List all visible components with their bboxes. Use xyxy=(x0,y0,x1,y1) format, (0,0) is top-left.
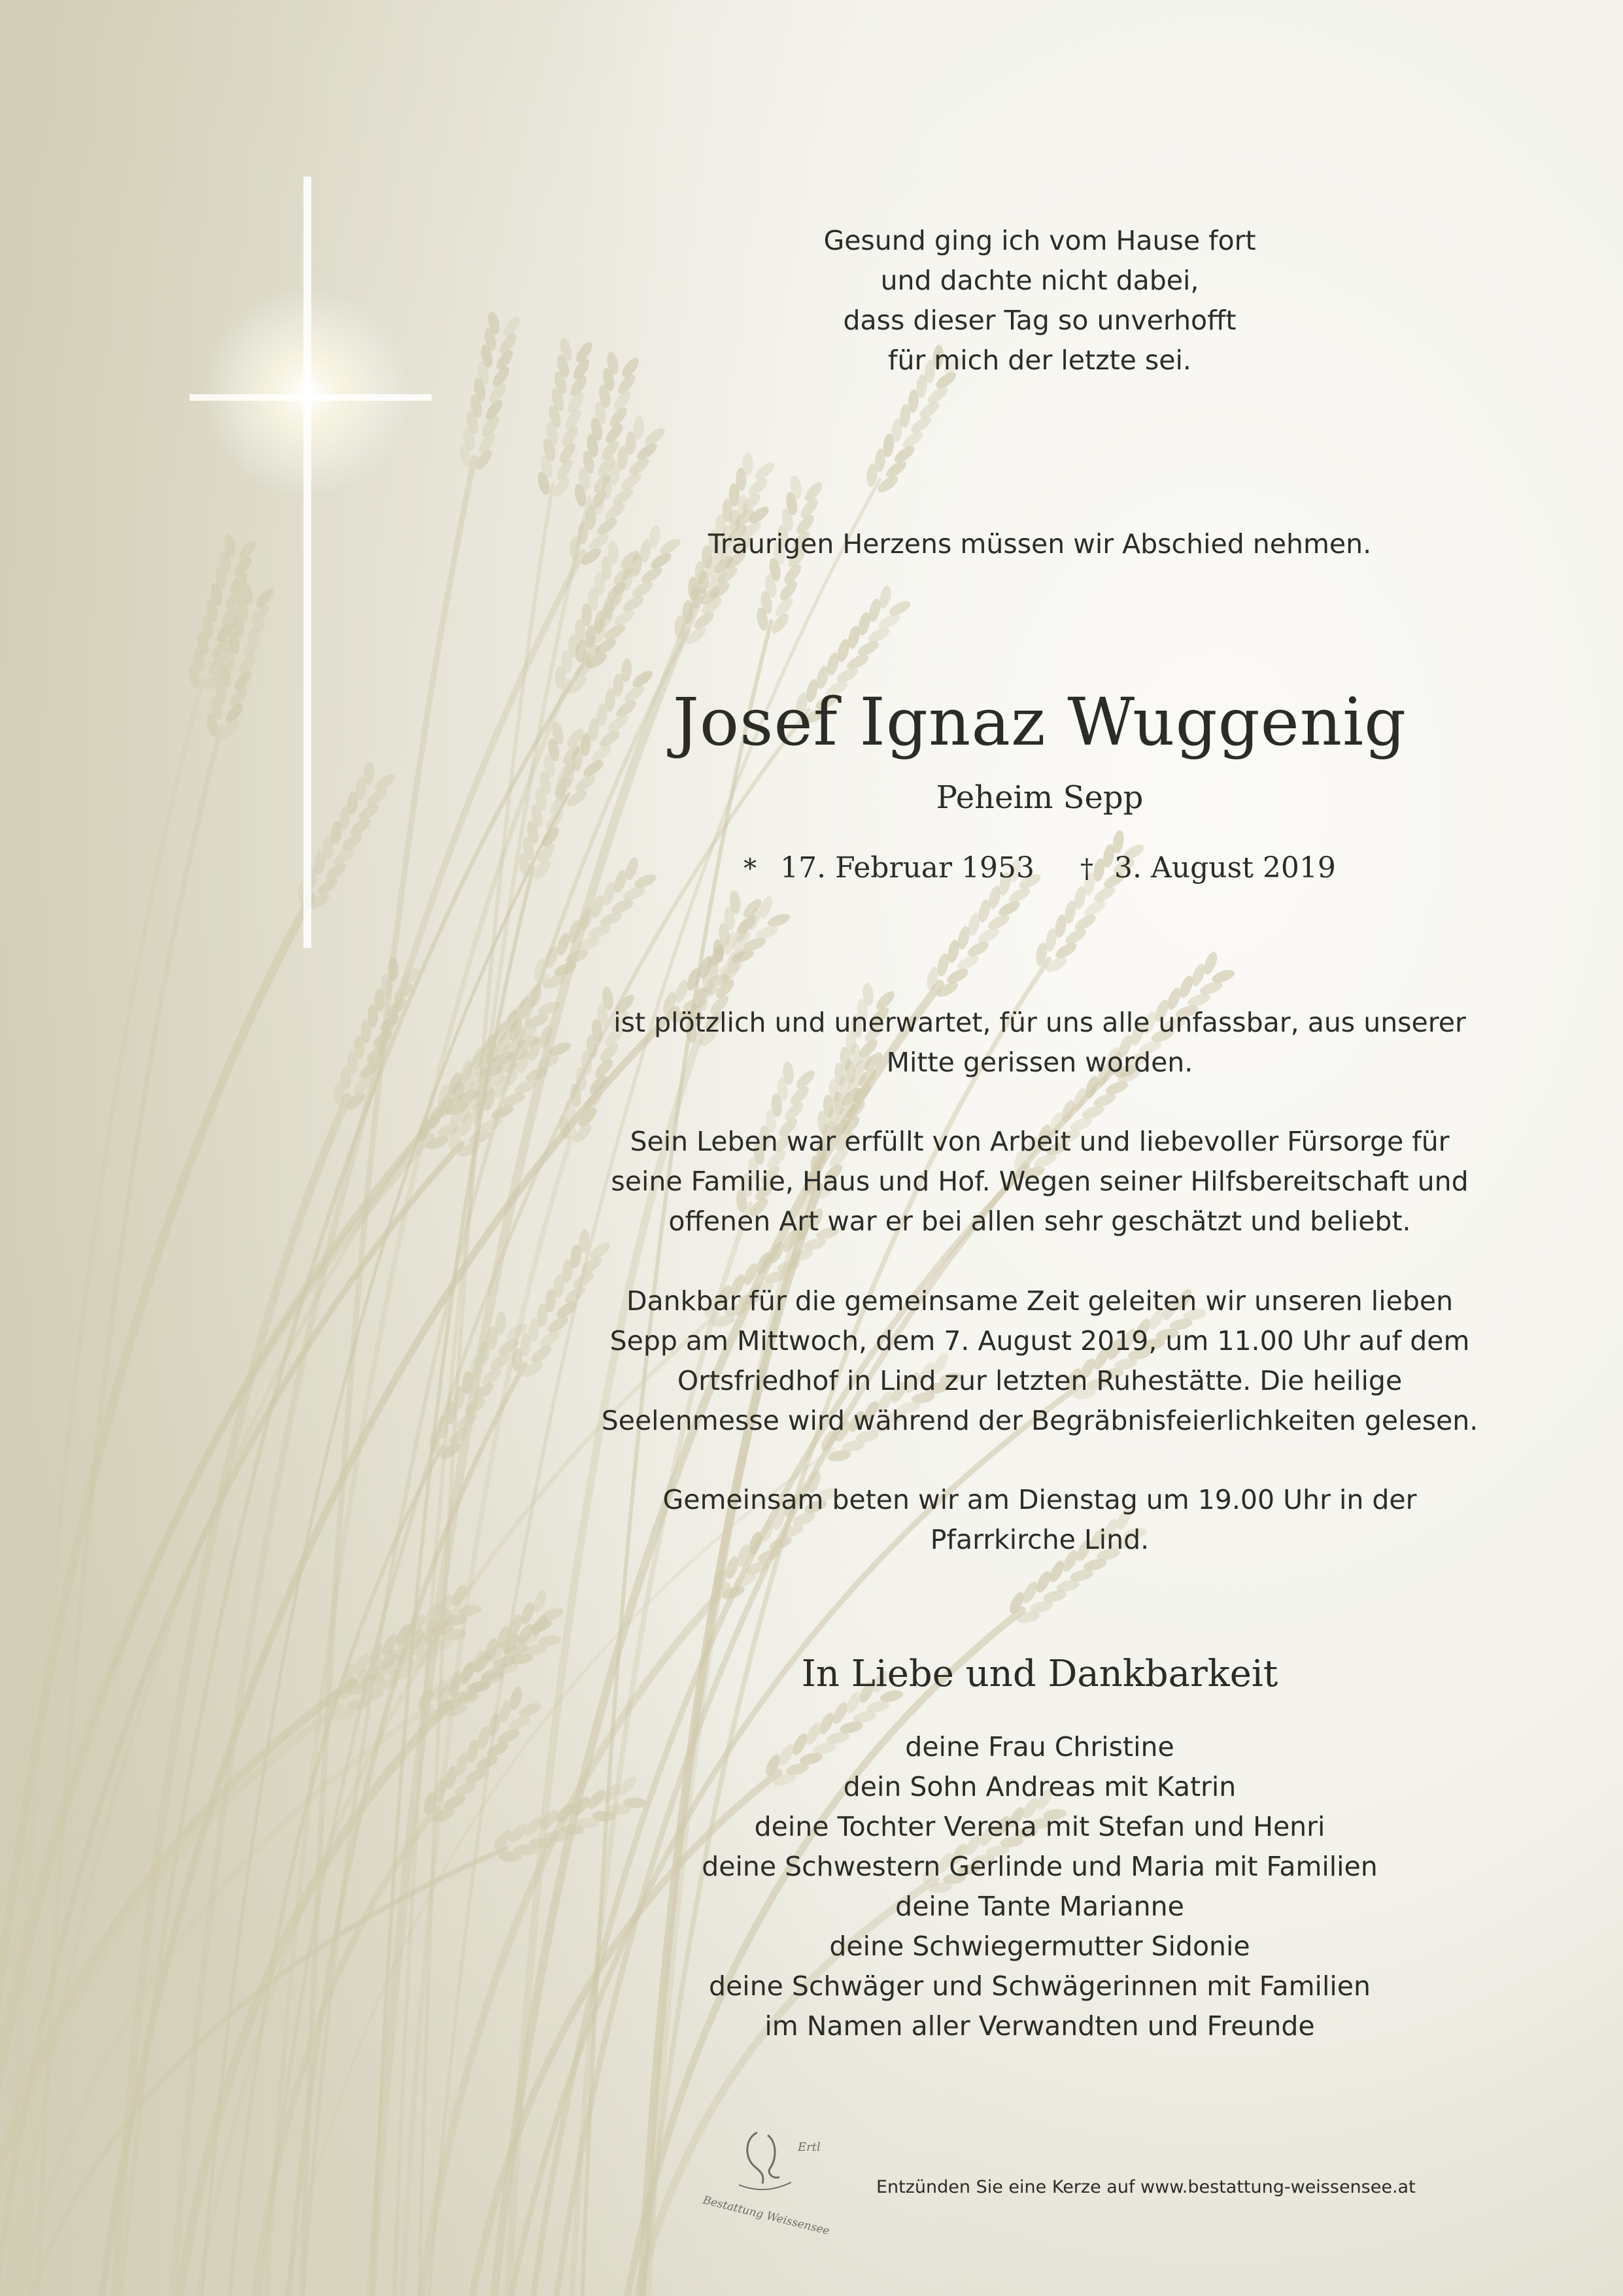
paragraph-announcement xyxy=(575,1003,1504,1083)
footer xyxy=(700,2125,1416,2238)
logo-brand: Bestattung Weissensee xyxy=(701,2193,831,2238)
mourner-line: dein Sohn Andreas mit Katrin xyxy=(843,1771,1237,1802)
funeral-home-logo xyxy=(700,2125,831,2238)
text-line: Mitte gerissen worden. xyxy=(886,1047,1193,1078)
mourner-line: deine Schwestern Gerlinde und Maria mit Familien xyxy=(702,1851,1378,1882)
poem-line: und dachte nicht dabei, xyxy=(880,265,1199,296)
birth-date: 17. Februar 1953 xyxy=(780,851,1035,885)
mourners-list xyxy=(575,1727,1504,2046)
text-line: ist plötzlich und unerwartet, für uns alle unfassbar, aus unserer xyxy=(613,1007,1466,1038)
text-line: Pfarrkirche Lind. xyxy=(930,1524,1150,1555)
poem xyxy=(575,221,1504,380)
candle-link-text: Entzünden Sie eine Kerze auf www.bestattung-weissensee.at xyxy=(876,2177,1416,2197)
mourner-line: im Namen aller Verwandten und Freunde xyxy=(764,2010,1315,2042)
text-line: Sepp am Mittwoch, dem 7. August 2019, um 11.00 Uhr auf dem xyxy=(609,1325,1470,1357)
mourner-line: deine Tochter Verena mit Stefan und Henri xyxy=(754,1811,1325,1842)
text-line: offenen Art war er bei allen sehr geschätzt und beliebt. xyxy=(668,1206,1411,1237)
text-line: Sein Leben war erfüllt von Arbeit und liebevoller Fürsorge für xyxy=(630,1126,1450,1157)
mourner-line: deine Frau Christine xyxy=(905,1731,1174,1763)
deceased-nickname: Peheim Sepp xyxy=(936,779,1144,816)
mourner-line: deine Tante Marianne xyxy=(895,1891,1184,1922)
paragraph-funeral xyxy=(575,1281,1504,1441)
birth-symbol: * xyxy=(743,854,757,884)
logo-name: Ertl xyxy=(798,2140,821,2154)
deceased-name: Josef Ignaz Wuggenig xyxy=(672,684,1407,760)
mourner-line: deine Schwiegermutter Sidonie xyxy=(829,1931,1250,1962)
farewell-text: Traurigen Herzens müssen wir Abschied nehmen. xyxy=(708,528,1372,560)
poem-line: für mich der letzte sei. xyxy=(888,345,1191,376)
death-date: 3. August 2019 xyxy=(1114,851,1336,885)
poem-line: dass dieser Tag so unverhofft xyxy=(843,305,1237,336)
text-line: Ortsfriedhof in Lind zur letzten Ruhestätte. Die heilige xyxy=(677,1365,1403,1396)
paragraph-prayer xyxy=(575,1480,1504,1560)
text-line: Gemeinsam beten wir am Dienstag um 19.00 Uhr in der xyxy=(662,1484,1417,1515)
text-line: seine Familie, Haus und Hof. Wegen seiner Hilfsbereitschaft und xyxy=(611,1166,1469,1197)
life-dates xyxy=(575,849,1504,888)
mourner-line: deine Schwäger und Schwägerinnen mit Familien xyxy=(709,1970,1371,2002)
paragraph-life xyxy=(575,1122,1504,1241)
text-line: Dankbar für die gemeinsame Zeit geleiten wir unseren lieben xyxy=(626,1285,1454,1317)
death-symbol: † xyxy=(1080,854,1094,884)
poem-line: Gesund ging ich vom Hause fort xyxy=(823,225,1256,256)
text-line: Seelenmesse wird während der Begräbnisfeierlichkeiten gelesen. xyxy=(601,1405,1478,1436)
mourners-title: In Liebe und Dankbarkeit xyxy=(801,1653,1278,1695)
